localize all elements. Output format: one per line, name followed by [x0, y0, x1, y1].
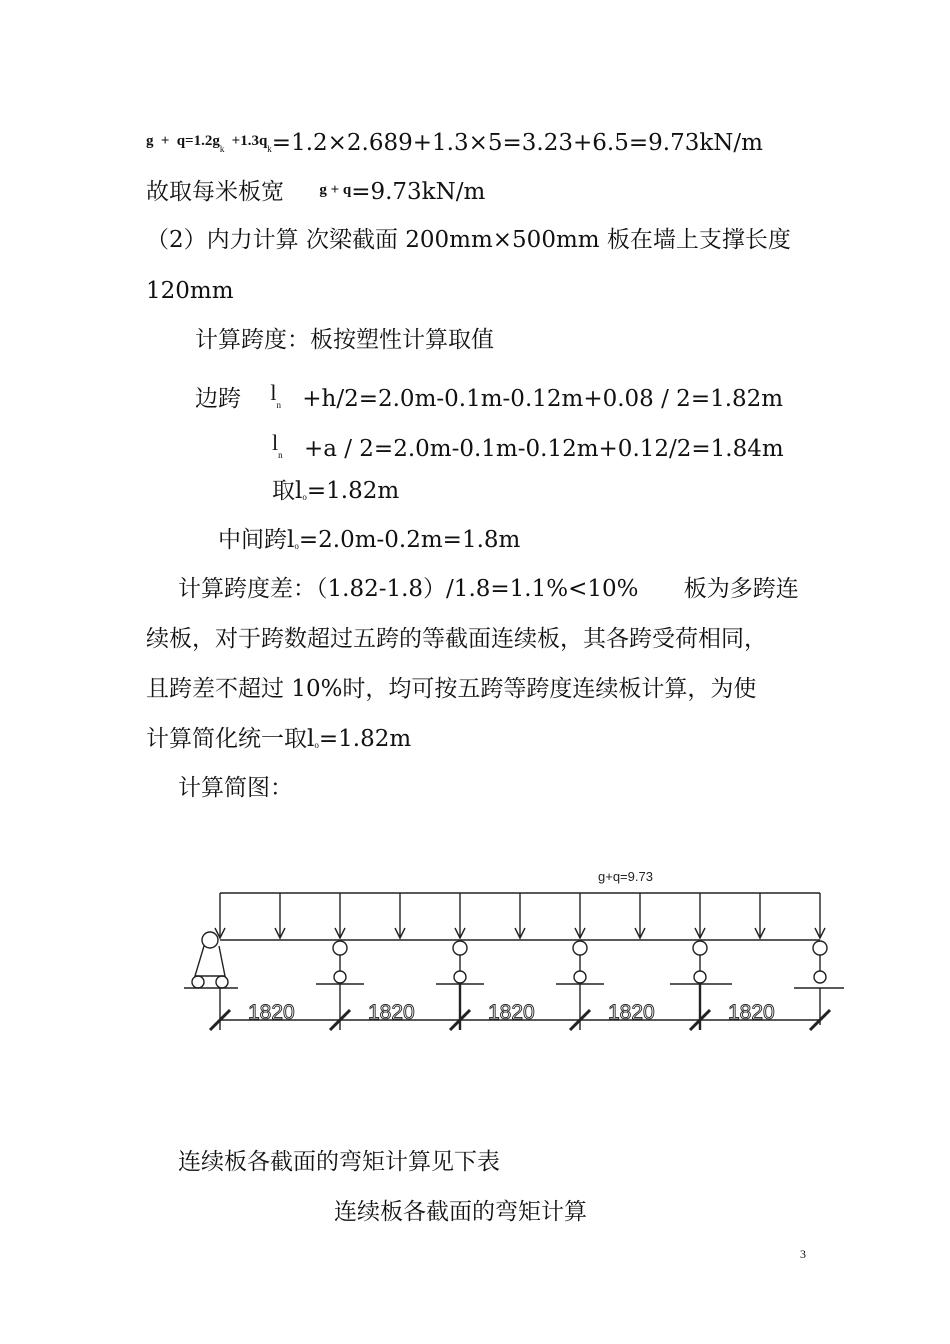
span-length-3: 1820	[488, 1001, 535, 1024]
middle-span-prefix: 中间跨l	[218, 527, 295, 553]
paragraph-line-12: 且跨差不超过 10%时，均可按五跨等跨度连续板计算，为使	[146, 676, 757, 702]
span-diff-tail: 板为多跨连	[683, 576, 799, 602]
roller-support-5	[794, 941, 844, 988]
ln-symbol-2: l	[272, 430, 279, 455]
middle-span-value: =2.0m-0.2m=1.8m	[298, 527, 521, 553]
internal-force-heading: （2）内力计算 次梁截面 200mm×500mm 板在墙上支撑长度	[146, 227, 791, 253]
formula-term-q: +1.3q	[231, 133, 268, 149]
span-length-4: 1820	[608, 1001, 655, 1024]
formula-eq: =	[185, 133, 194, 149]
edge-span-label: 边跨	[195, 386, 241, 412]
edge-span-alt-line	[272, 428, 784, 470]
middle-span-line	[218, 525, 520, 561]
load-per-meter-gq: g + q	[319, 182, 352, 198]
ln-symbol: l	[270, 380, 277, 405]
l0-subscript-3: o	[314, 740, 319, 750]
formula-sub-k2: k	[267, 144, 272, 154]
formula-g: g	[146, 133, 154, 149]
formula-line-load	[146, 126, 763, 164]
page-number: 3	[800, 1247, 806, 1261]
formula-result: =1.2×2.689+1.3×5=3.23+6.5=9.73kN/m	[271, 130, 763, 156]
unify-l0-value: =1.82m	[318, 726, 412, 752]
take-l0-value: =1.82m	[306, 478, 400, 504]
edge-span-formula: +h/2=2.0m-0.1m-0.12m+0.08 / 2=1.82m	[302, 386, 784, 412]
unify-l0-line	[146, 724, 411, 760]
load-arrows	[215, 893, 825, 938]
moment-table-intro: 连续板各截面的弯矩计算见下表	[178, 1149, 500, 1175]
paragraph-line-11: 续板，对于跨数超过五跨的等截面连续板，其各跨受荷相同，	[146, 626, 767, 652]
formula-plus: +	[160, 133, 170, 149]
roller-support-2	[436, 941, 484, 984]
roller-support-4	[670, 941, 732, 984]
formula-term-g: 1.2g	[193, 133, 220, 149]
edge-span-alt-formula: +a / 2=2.0m-0.1m-0.12m+0.12/2=1.84m	[303, 436, 784, 462]
load-per-meter-text: 故取每米板宽	[146, 179, 284, 205]
roller-support-1	[316, 941, 364, 984]
l0-subscript-2: o	[294, 541, 299, 551]
load-per-meter-value: =9.73kN/m	[351, 179, 486, 205]
span-diff-line	[178, 574, 799, 604]
take-l0-prefix: 取l	[272, 478, 303, 504]
load-label: g+q=9.73	[598, 869, 653, 884]
load-per-meter-line	[146, 175, 485, 207]
span-length-2: 1820	[368, 1001, 415, 1024]
span-length-1: 1820	[248, 1001, 295, 1024]
formula-q: q	[176, 133, 186, 149]
support-length-value: 120mm	[146, 278, 234, 304]
unify-l0-prefix: 计算简化统一取l	[146, 726, 315, 752]
ln-subscript-2: n	[278, 450, 283, 460]
span-calc-intro: 计算跨度：板按塑性计算取值	[195, 327, 494, 353]
span-length-5: 1820	[728, 1001, 775, 1024]
roller-support-3	[556, 941, 604, 984]
formula-sub-k1: k	[219, 144, 225, 154]
ln-subscript: n	[276, 400, 281, 410]
diagram-heading: 计算简图：	[178, 775, 293, 801]
moment-table-title: 连续板各截面的弯矩计算	[334, 1199, 587, 1225]
edge-span-line	[195, 378, 783, 420]
l0-subscript: o	[302, 492, 307, 502]
take-l0-line	[272, 476, 399, 512]
continuous-slab-diagram	[180, 860, 850, 1040]
span-diff-text: 计算跨度差：（1.82-1.8）/1.8=1.1%<10%	[178, 576, 639, 602]
